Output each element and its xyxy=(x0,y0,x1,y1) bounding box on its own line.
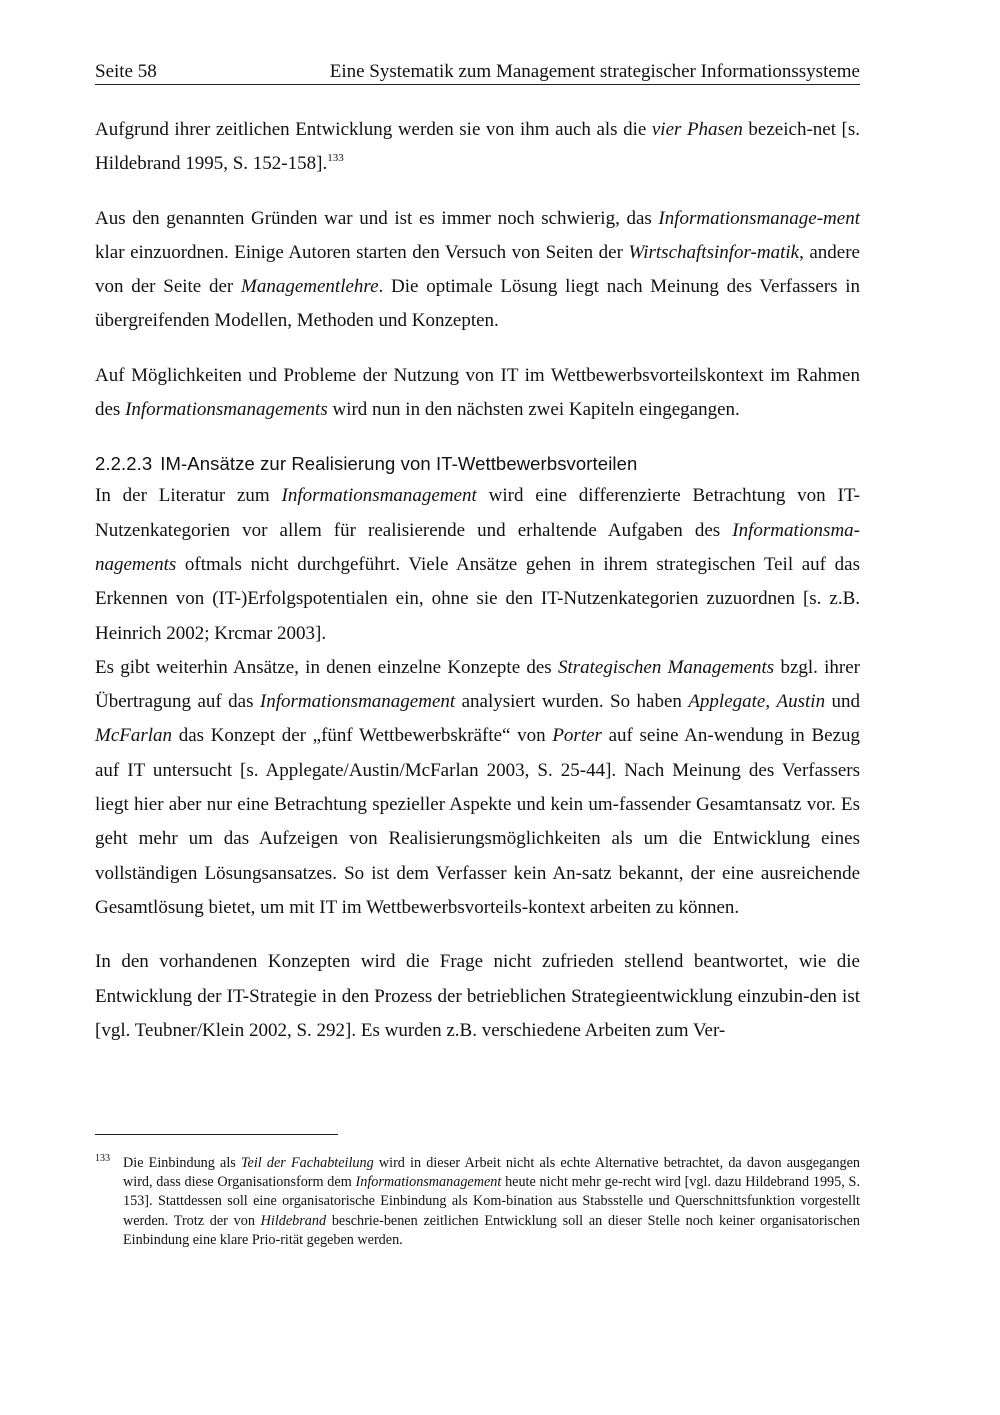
emphasis: Informationsmanage-ment xyxy=(658,207,860,229)
paragraph-3 xyxy=(95,359,860,428)
footnote-text xyxy=(123,1154,860,1250)
text-run: heute nicht mehr ge-recht wird [vgl. dazu Hildebrand 1995, S. 153]. Stattdessen soll eine organisatorische Einbindung als Kom-bination aus Stabsstelle und Querschnittsfunktion vorgestellt werden. Trotz der von xyxy=(123,1174,860,1229)
footnote-reference[interactable]: 133 xyxy=(327,152,344,165)
text-run: klar einzuordnen. Einige Autoren starten den Versuch von Seiten der xyxy=(95,241,629,263)
text-run: Die Einbindung als xyxy=(123,1155,241,1171)
emphasis: Teil der Fachabteilung xyxy=(240,1155,374,1171)
text-run: bzgl. ihrer Übertragung auf das xyxy=(95,656,861,713)
text-run: , andere von der Seite der xyxy=(95,241,860,298)
emphasis: Strategischen Managements xyxy=(557,656,775,678)
text-run: Auf Möglichkeiten und Probleme der Nutzung von IT im Wettbewerbsvorteilskontext im Rahmen des xyxy=(95,364,860,421)
text-run: Aufgrund ihrer zeitlichen Entwicklung werden sie von ihm auch als die xyxy=(95,119,652,140)
text-run: Aus den genannten Gründen war und ist es immer noch schwierig, das xyxy=(95,207,659,229)
body-text xyxy=(95,113,860,1066)
document-page xyxy=(95,0,860,1415)
footnote xyxy=(95,1154,860,1250)
text-run: In den vorhandenen Konzepten wird die Frage nicht zufrieden stellend beantwortet, wie die Entwicklung der IT-Strategie in den Prozess der betrieblichen Strategieentwicklung einzubin-den ist [vgl. Teubner/Klein 2002, S. 292]. Es wurden z.B. verschiedene Arbeiten zum Ver- xyxy=(95,951,860,1041)
running-header xyxy=(95,60,860,85)
emphasis: Wirtschaftsinfor-matik xyxy=(628,241,800,263)
text-run: Es gibt weiterhin Ansätze, in denen einzelne Konzepte des xyxy=(95,656,558,678)
footnote-separator xyxy=(95,1134,338,1135)
emphasis: Informationsma-nagements xyxy=(95,519,860,575)
emphasis: Informationsmanagement xyxy=(259,691,456,713)
footnote-mark: 133 xyxy=(95,1153,110,1164)
emphasis: Austin xyxy=(776,691,826,713)
paragraph-4 xyxy=(95,479,860,650)
text-run: wird nun in den nächsten zwei Kapiteln eingegangen. xyxy=(327,399,740,421)
text-run: oftmals nicht durchgeführt. Viele Ansätze gehen in ihrem strategischen Teil auf das Erkennen von (IT-)Erfolgspotentialen ein, ohne sie den IT-Nutzenkategorien zuzuordnen [s. z.B. Heinrich 2002; Krcmar 2003]. xyxy=(95,553,860,644)
page-number: Seite 58 xyxy=(95,61,157,82)
emphasis: Informationsmanagement xyxy=(355,1174,502,1191)
emphasis: Informationsmanagement xyxy=(281,485,477,507)
emphasis: McFarlan xyxy=(95,725,173,747)
running-title: Eine Systematik zum Management strategischer Informationssysteme xyxy=(329,61,860,82)
emphasis: Porter xyxy=(552,725,602,747)
text-run: In der Literatur zum xyxy=(95,485,282,507)
paragraph-6 xyxy=(95,945,860,1048)
section-heading xyxy=(95,449,860,479)
text-run: wird in dieser Arbeit nicht als echte Alternative betrachtet, da davon ausgegangen wird, dass diese Organisationsform dem xyxy=(123,1155,860,1191)
text-run: analysiert wurden. So haben xyxy=(455,691,689,713)
emphasis: Managementlehre xyxy=(241,276,379,298)
text-run: , xyxy=(765,691,777,713)
text-run: auf seine An-wendung in Bezug auf IT untersucht [s. Applegate/Austin/McFarlan 2003, S. 25-44]. Nach Meinung des Verfassers liegt hier aber nur eine Betrachtung spezieller Aspekte und kein um-fassender Gesamtansatz vor. Es geht mehr um das Aufzeigen von Realisierungsmöglichkeiten als um die Entwicklung eines vollständigen Lösungsansatzes. So ist dem Verfasser kein An-satz bekannt, der eine ausreichende Gesamtlösung bietet, um mit IT im Wettbewerbsvorteils-kontext arbeiten zu können. xyxy=(95,725,860,918)
text-run: das Konzept der „fünf Wettbewerbskräfte“ von xyxy=(172,725,553,747)
text-run: wird eine differenzierte Betrachtung von IT-Nutzenkategorien vor allem für realisierende und erhaltende Aufgaben des xyxy=(95,485,861,541)
emphasis: Hildebrand xyxy=(260,1212,327,1229)
section-title: IM-Ansätze zur Realisierung von IT-Wettbewerbsvorteilen xyxy=(160,453,638,475)
text-run: und xyxy=(825,691,861,713)
paragraph-1 xyxy=(95,113,860,182)
section-number: 2.2.2.3 xyxy=(95,453,153,475)
emphasis: vier Phasen xyxy=(651,119,743,140)
paragraph-5 xyxy=(95,651,860,925)
emphasis: Applegate xyxy=(688,691,766,713)
text-run: beschrie-benen zeitlichen Entwicklung soll an dieser Stelle noch keiner organisatorischen Einbindung eine klare Prio-rität gegeben werden. xyxy=(123,1212,860,1248)
text-run: bezeich-net [s. Hildebrand 1995, S. 152-158]. xyxy=(95,119,860,175)
emphasis: Informationsmanagements xyxy=(125,399,328,421)
text-run: . Die optimale Lösung liegt nach Meinung des Verfassers in übergreifenden Modellen, Methoden und Konzepten. xyxy=(95,276,860,332)
paragraph-2 xyxy=(95,202,860,339)
